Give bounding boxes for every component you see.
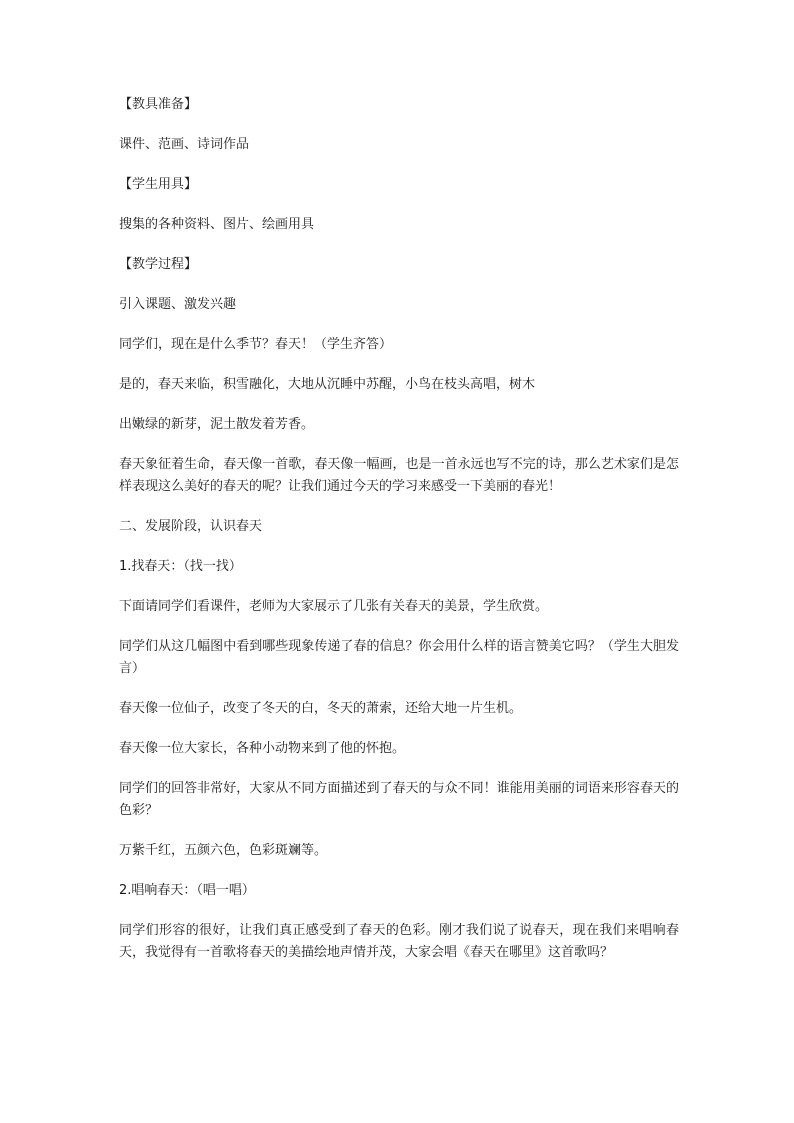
paragraph-elder: 春天像一位大家长，各种小动物来到了他的怀抱。: [119, 741, 406, 756]
section-heading-teaching-aids: 【教具准备】: [119, 97, 198, 112]
paragraph-student-supplies: 搜集的各种资料、图片、绘画用具: [119, 217, 315, 232]
paragraph-song: 同学们形容的很好，让我们真正感受到了春天的色彩。刚才我们说了说春天，现在我们来唱响春天，我觉得有一首歌将春天的美描绘地声情并茂，大家会唱《春天在哪里》这首歌吗？: [119, 923, 679, 960]
subheading-sing-spring: 2.唱响春天：（唱一唱）: [119, 883, 255, 898]
paragraph-colors: 万紫千红，五颜六色，色彩斑斓等。: [119, 843, 328, 858]
section-heading-development: 二、发展阶段，认识春天: [119, 519, 263, 534]
paragraph-courseware: 下面请同学们看课件，老师为大家展示了几张有关春天的美景，学生欣赏。: [119, 599, 549, 614]
paragraph-spring-symbol: 春天象征着生命，春天像一首歌，春天像一幅画，也是一首永远也写不完的诗，那么艺术家们是怎样表现这么美好的春天的呢？让我们通过今天的学习来感受一下美丽的春光！: [119, 457, 679, 494]
paragraph-spring-arrives: 是的，春天来临，积雪融化，大地从沉睡中苏醒，小鸟在枝头高唱，树木: [119, 377, 536, 392]
section-heading-teaching-process: 【教学过程】: [119, 257, 198, 272]
paragraph-teaching-aids: 课件、范画、诗词作品: [119, 137, 250, 152]
paragraph-new-buds: 出嫩绿的新芽，泥土散发着芳香。: [119, 417, 315, 432]
paragraph-question-signs: 同学们从这几幅图中看到哪些现象传递了春的信息？你会用什么样的语言赞美它吗？（学生大胆发言）: [119, 639, 679, 676]
paragraph-question-season: 同学们，现在是什么季节？春天！（学生齐答）: [119, 337, 393, 352]
paragraph-answers: 同学们的回答非常好，大家从不同方面描述到了春天的与众不同！谁能用美丽的词语来形容春天的色彩？: [119, 781, 679, 818]
paragraph-fairy: 春天像一位仙子，改变了冬天的白，冬天的萧索，还给大地一片生机。: [119, 701, 523, 716]
document-body: [119, 94, 679, 982]
section-heading-student-supplies: 【学生用具】: [119, 177, 198, 192]
subheading-find-spring: 1.找春天：（找一找）: [119, 559, 242, 574]
paragraph-intro: 引入课题、激发兴趣: [119, 297, 237, 312]
